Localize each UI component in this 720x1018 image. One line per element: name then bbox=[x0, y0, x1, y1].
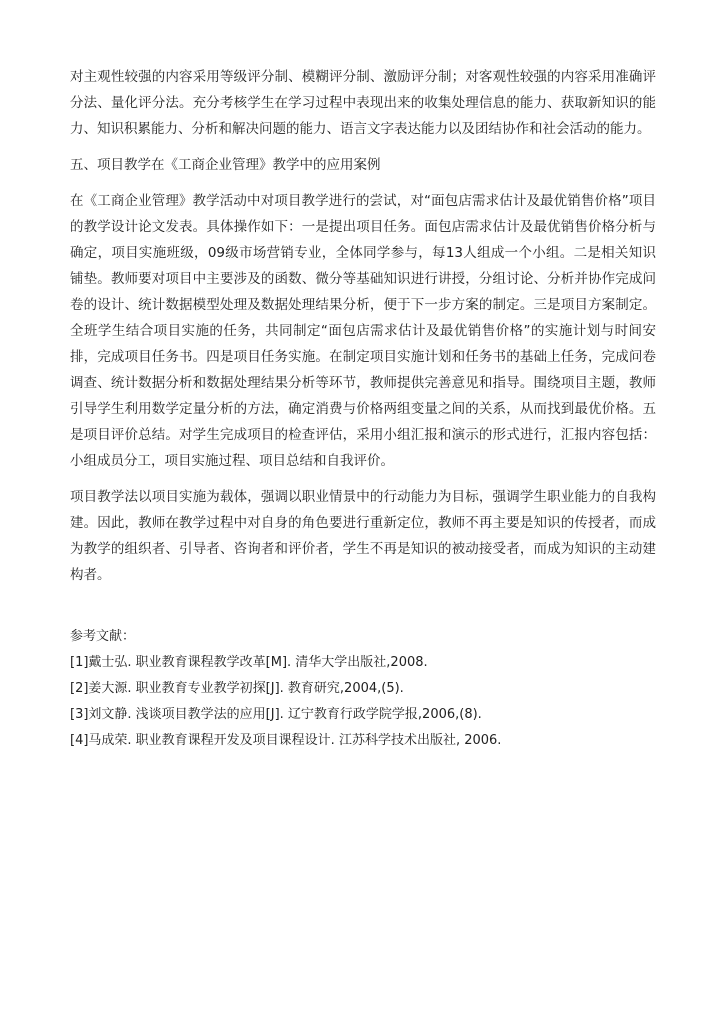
reference-item: [3]刘文静. 浅谈项目教学法的应用[J]. 辽宁教育行政学院学报,2006,(8). bbox=[70, 707, 482, 722]
reference-item: [4]马成荣. 职业教育课程开发及项目课程设计. 江苏科学技术出版社, 2006. bbox=[70, 733, 502, 748]
paragraph-evaluation: 对主观性较强的内容采用等级评分制、模糊评分制、激励评分制；对客观性较强的内容采用准确评分法、量化评分法。充分考核学生在学习过程中表现出来的收集处理信息的能力、获取新知识的能力、知识积累能力、分析和解决问题的能力、语言文字表达能力以及团结协作和社会活动的能力。 bbox=[70, 69, 656, 137]
paragraph-case-study: 在《工商企业管理》教学活动中对项目教学进行的尝试，对“面包店需求估计及最优销售价格”项目的教学设计论文发表。具体操作如下：一是提出项目任务。面包店需求估计及最优销售价格分析与确定，项目实施班级，09级市场营销专业，全体同学参与，每13人组成一个小组。二是相关知识铺垫。教师要对项目中主要涉及的函数、微分等基础知识进行讲授，分组讨论、分析并协作完成问卷的设计、统计数据模型处理及数据处理结果分析，便于下一步方案的制定。三是项目方案制定。全班学生结合项目实施的任务，共同制定“面包店需求估计及最优销售价格”的实施计划与时间安排，完成项目任务书。四是项目任务实施。在制定项目实施计划和任务书的基础上任务，完成问卷调查、统计数据分析和数据处理结果分析等环节，教师提供完善意见和指导。围绕项目主题，教师引导学生利用数学定量分析的方法，确定消费与价格两组变量之间的关系，从而找到最优价格。五是项目评价总结。对学生完成项目的检查评估，采用小组汇报和演示的形式进行，汇报内容包括：小组成员分工，项目实施过程、项目总结和自我评价。 bbox=[70, 193, 656, 469]
spacer bbox=[70, 588, 656, 624]
spacer bbox=[70, 178, 656, 188]
references-list bbox=[70, 650, 656, 754]
section-heading: 五、项目教学在《工商企业管理》教学中的应用案例 bbox=[70, 157, 381, 173]
paragraph-conclusion: 项目教学法以项目实施为载体，强调以职业情景中的行动能力为目标，强调学生职业能力的自我构建。因此，教师在教学过程中对自身的角色要进行重新定位，教师不再主要是知识的传授者，而成为教学的组织者、引导者、咨询者和评价者，学生不再是知识的被动接受者，而成为知识的主动建构者。 bbox=[70, 489, 656, 583]
spacer bbox=[70, 474, 656, 484]
reference-item: [1]戴士弘. 职业教育课程教学改革[M]. 清华大学出版社,2008. bbox=[70, 655, 428, 670]
document-page bbox=[70, 64, 656, 754]
spacer bbox=[70, 142, 656, 152]
references-title: 参考文献： bbox=[70, 629, 136, 644]
reference-item: [2]姜大源. 职业教育专业教学初探[J]. 教育研究,2004,(5). bbox=[70, 681, 404, 696]
